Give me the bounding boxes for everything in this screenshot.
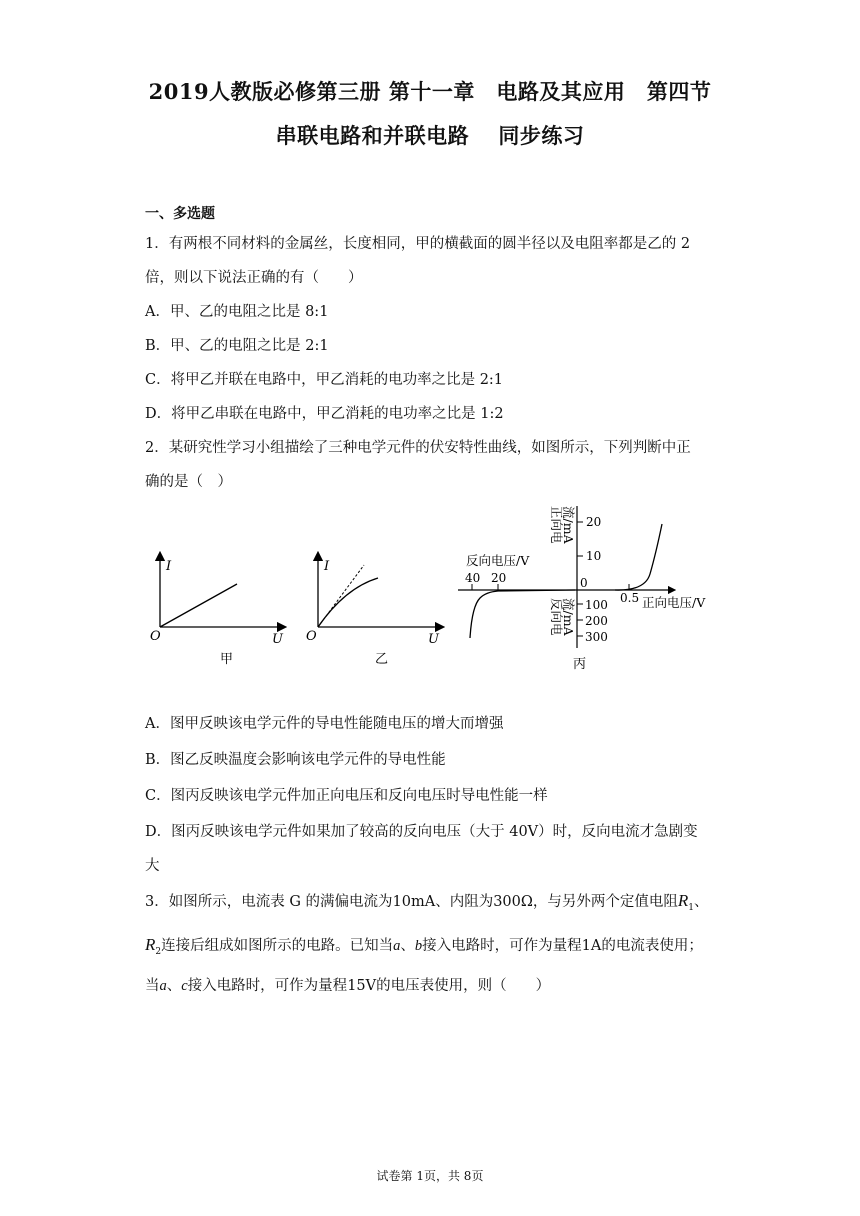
q1-option-c: C．将甲乙并联在电路中，甲乙消耗的电功率之比是 2:1 [145,372,504,388]
bing-rev-voltage-label: 反向电压/V [466,553,530,568]
section-heading: 一、多选题 [145,206,215,222]
bing-tick-05: 0.5 [620,591,640,605]
q1-option-a: A．甲、乙的电阻之比是 8:1 [145,304,329,320]
q2-stem-line-1: 2．某研究性学习小组描绘了三种电学元件的伏安特性曲线，如图所示，下列判断中正 [145,440,691,456]
q1-option-b: B．甲、乙的电阻之比是 2:1 [145,338,329,354]
yi-ylabel: I [324,559,330,574]
bing-tick-m300: 300 [585,630,608,644]
bing-caption: 丙 [573,657,587,672]
q3-stem-line-1 [145,890,709,913]
bing-tick-m200: 200 [585,614,608,628]
jia-ylabel: I [166,559,172,574]
bing-tick-40: 40 [465,571,481,585]
bing-tick-20: 20 [491,571,507,585]
q1-stem-line-1: 1．有两根不同材料的金属丝，长度相同，甲的横截面的圆半径以及电阻率都是乙的 2 [145,236,691,252]
q3-var-b: b [414,938,423,954]
q3-r2-subscript: 2 [155,946,162,957]
q3-text: 、内阻为 [435,894,494,910]
q3-text: 接入电路时，可作为量程 [187,978,348,994]
q3-var-a: a [159,978,167,994]
q3-text: 、 [166,978,182,994]
q3-text: ，与另外两个定值电阻 [532,894,678,910]
q3-text: 的电流表使用； [601,938,703,954]
q3-var-c: c [181,978,188,994]
q3-text: 、 [694,894,709,910]
jia-caption: 甲 [220,652,234,667]
figure-yi [300,550,450,670]
bing-pos-current-label-2: 流/mA [561,506,576,544]
doc-title-line-2: 串联电路和并联电路 同步练习 [275,123,585,148]
bing-tick-m100: 100 [585,598,608,612]
q3-text: 连接后组成如图所示的电路。已知当 [161,938,394,954]
q3-text: 的电压表使用，则（ ） [376,978,551,994]
q3-r1-symbol: R [677,891,689,910]
q3-r1-subscript: 1 [688,902,695,913]
q3-var-a: a [393,938,401,954]
q3-r2-symbol: R [145,935,156,954]
jia-curve [160,584,237,627]
yi-curve [318,578,378,627]
q3-stem-line-3 [145,974,550,995]
bing-neg-current-label-2: 流/mA [561,598,576,636]
jia-xlabel: U [272,632,283,647]
q3-value-current: 10mA [392,894,436,910]
yi-xlabel: U [428,632,439,647]
doc-title-line-1: 2019人教版必修第三册 第十一章 电路及其应用 第四节 [148,79,712,104]
figure-jia [140,550,290,670]
bing-origin: 0 [580,576,588,590]
q1-stem-line-2: 倍，则以下说法正确的有（ ） [145,270,363,286]
q3-value-range-voltage: 15V [347,978,377,994]
q2-option-c: C．图丙反映该电学元件加正向电压和反向电压时导电性能一样 [145,788,548,804]
figure-bing [450,498,730,674]
q2-option-a: A．图甲反映该电学元件的导电性能随电压的增大而增强 [145,716,504,732]
q1-option-d: D．将甲乙串联在电路中，甲乙消耗的电功率之比是 1:2 [145,406,504,422]
yi-origin: O [306,629,317,644]
bing-tick-p10: 10 [586,549,602,563]
q3-value-resistance: 300Ω [493,894,533,910]
bing-neg-current-label-1: 反向电 [549,598,564,636]
bing-tick-p20: 20 [586,515,602,529]
q2-option-b: B．图乙反映温度会影响该电学元件的导电性能 [145,752,446,768]
q3-stem-line-2 [145,934,703,957]
jia-origin: O [150,629,161,644]
q3-text: 3．如图所示，电流表 G 的满偏电流为 [145,894,393,910]
q2-stem-line-2: 确的是（ ） [145,474,232,490]
q3-value-range-current: 1A [581,938,602,954]
bing-fwd-voltage-label: 正向电压/V [642,595,706,610]
q2-option-d-line-1: D．图丙反映该电学元件如果加了较高的反向电压（大于 40V）时，反向电流才急剧变 [145,824,698,840]
q3-text: 接入电路时，可作为量程 [422,938,582,954]
q3-text: 、 [400,938,415,954]
q2-option-d-line-2: 大 [145,858,160,874]
yi-caption: 乙 [375,652,389,667]
bing-forward-curve [615,524,662,590]
page-footer: 试卷第 1页，共 8页 [376,1169,484,1183]
q3-text: 当 [145,978,160,994]
bing-pos-current-label-1: 正向电 [549,506,564,544]
